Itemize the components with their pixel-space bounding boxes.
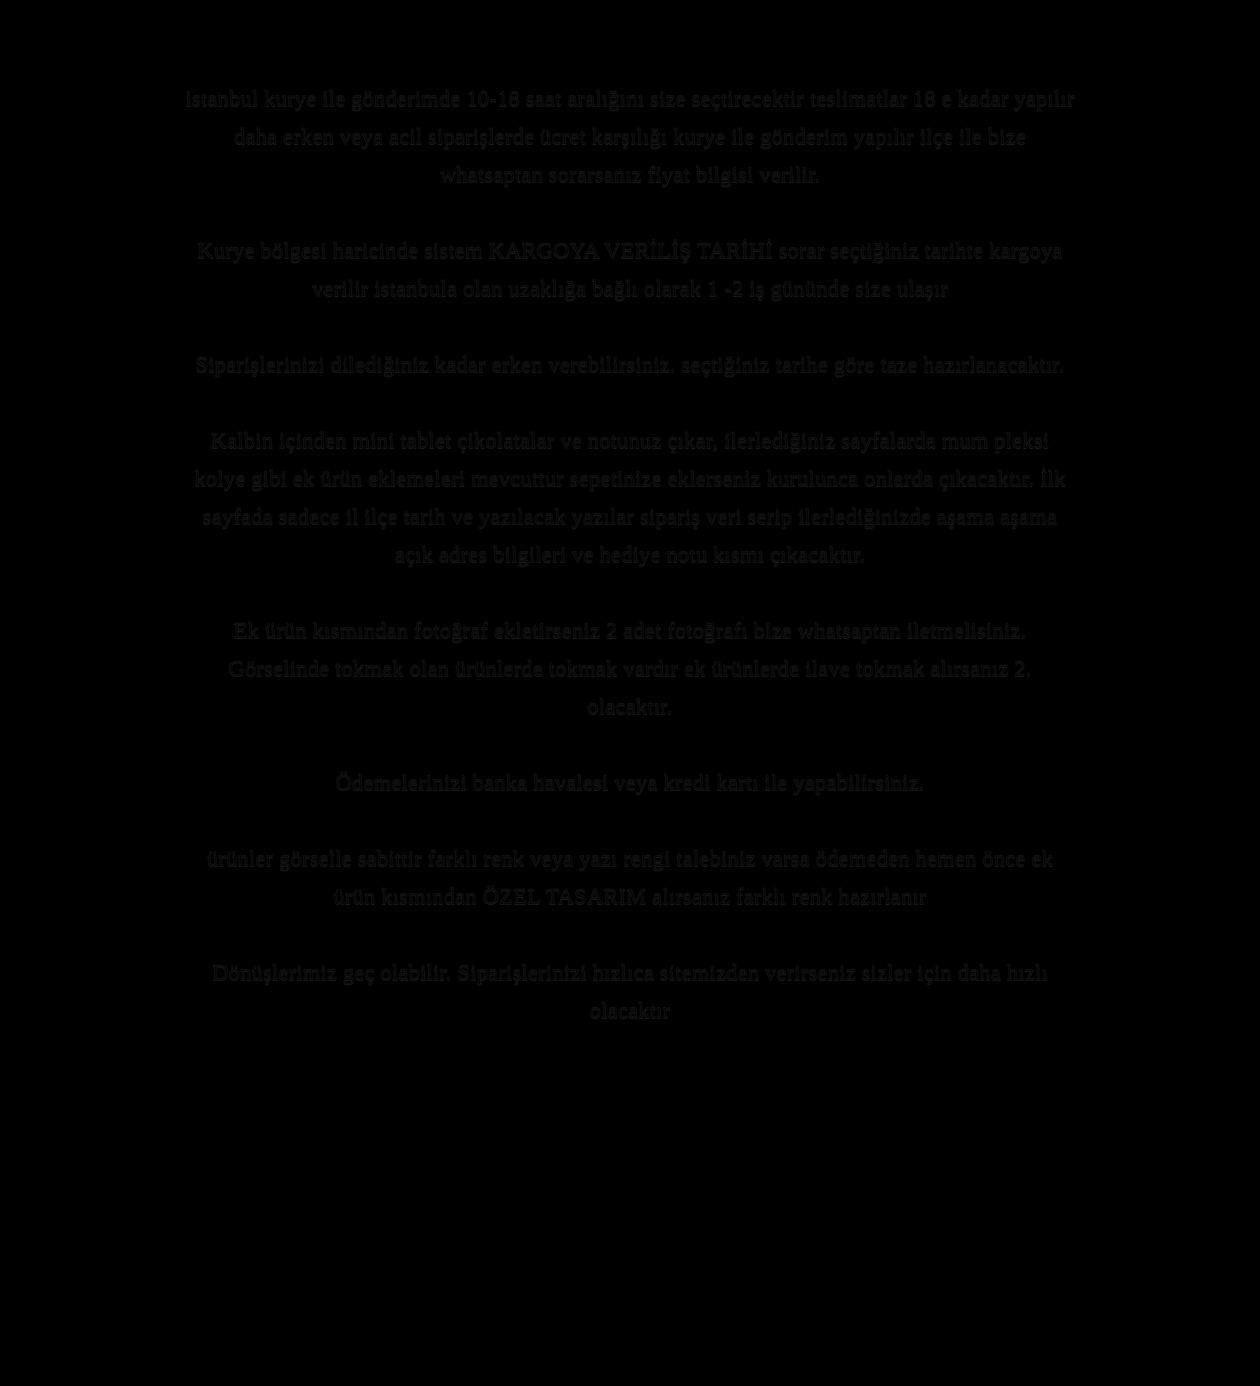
document-body: [185, 80, 1075, 1030]
paragraph-response-time: Dönüşlerimiz geç olabilir. Siparişlerinizi hızlıca sitemizden verirseniz sizler için daha hızlı olacaktır: [212, 960, 1048, 1023]
paragraph-custom-design: ürünler görselle sabittir farklı renk veya yazı rengi talebiniz varsa ödemeden hemen önce ek ürün kısmından ÖZEL TASARIM alırsanız farklı renk hazırlanır: [206, 846, 1054, 909]
paragraph-cargo-date: Kurye bölgesi haricinde sistem KARGOYA VERİLİŞ TARİHİ sorar seçtiğiniz tarihte kargoya verilir istanbula olan uzaklığa bağlı olarak 1 -2 iş gününde size ulaşır: [197, 238, 1063, 301]
paragraph-mallet-info: Görselinde tokmak olan ürünlerde tokmak vardır ek ürünlerde ilave tokmak alırsanız 2. olacaktır.: [228, 656, 1032, 719]
paragraph-product-contents: Kalbin içinden mini tablet çikolatalar ve notunuz çıkar, ilerlediğiniz sayfalarda mum pleksi kolye gibi ek ürün eklemeleri mevcuttur sepetinize eklerseniz kurulunca onlarda çıkacaktır. İlk sayfada sadece il ilçe tarih ve yazılacak yazılar sipariş veri serip ilerlediğinizde aşama aşama açık adres bilgileri ve hediye notu kısmı çıkacaktır.: [194, 428, 1066, 567]
paragraph-early-orders: Siparişlerinizi dilediğiniz kadar erken verebilirsiniz. seçtiğiniz tarihe göre taze hazırlanacaktır.: [195, 352, 1065, 377]
paragraph-payment-methods: Ödemelerinizi banka havalesi veya kredi kartı ile yapabilirsiniz.: [335, 770, 925, 795]
paragraph-photo-addon: Ek ürün kısmından fotoğraf ekletirseniz 2 adet fotoğrafı bize whatsaptan iletmelisiniz.: [233, 618, 1027, 643]
paragraph-shipping-courier: istanbul kurye ile gönderimde 10-18 saat aralığını size seçtirecektir teslimatlar 18 e kadar yapılır daha erken veya acil siparişlerde ücret karşılığı kurye ile gönderim yapılır ilçe ile bize whatsaptan sorarsanız fiyat bilgisi verilir.: [185, 86, 1075, 187]
